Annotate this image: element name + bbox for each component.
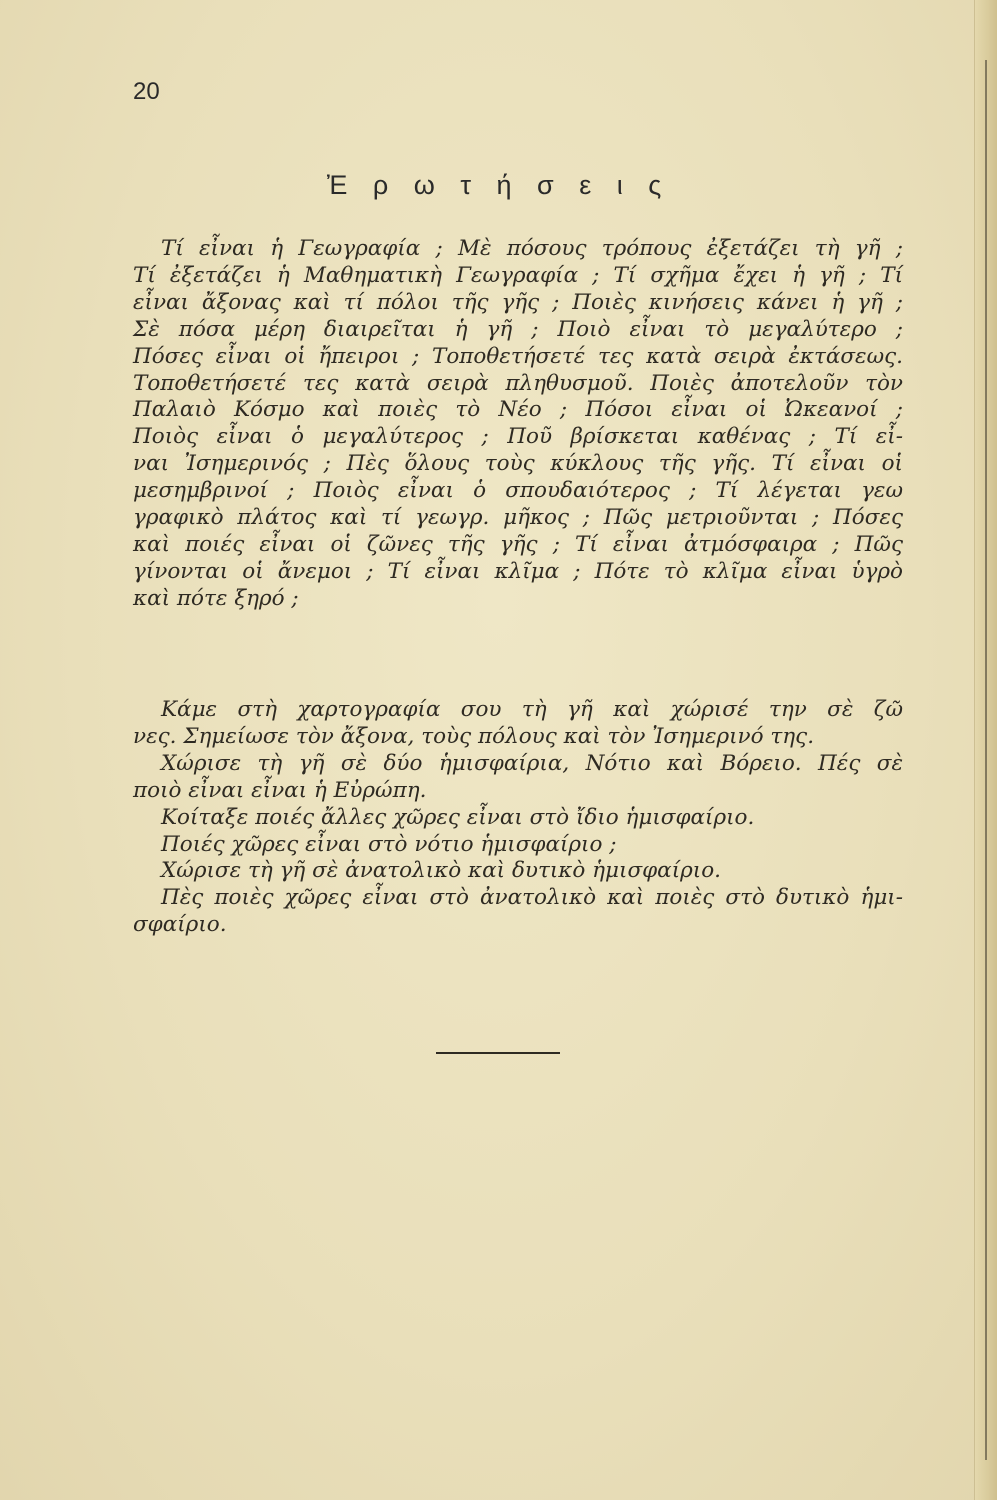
text-line: Ποιὸς εἶναι ὁ μεγαλύτερος ; Ποῦ βρίσκεται καθένας ; Τί εἶ- [133, 424, 903, 450]
text-line: Χώρισε τὴ γῆ σὲ δύο ἡμισφαίρια, Νότιο καὶ Βόρειο. Πές σὲ [161, 750, 903, 776]
text-line: Πὲς ποιὲς χῶρες εἶναι στὸ ἀνατολικὸ καὶ ποιὲς στὸ δυτικὸ ἡμι- [161, 885, 903, 911]
text-line: μεσημβρινοί ; Ποιὸς εἶναι ὁ σπουδαιότερος ; Τί λέγεται γεω [133, 478, 903, 504]
text-line: ποιὸ εἶναι εἶναι ἡ Εὐρώπη. [133, 777, 427, 803]
text-line: γίνονται οἱ ἄνεμοι ; Τί εἶναι κλῖμα ; Πότε τὸ κλῖμα εἶναι ὑγρὸ [133, 558, 903, 584]
text-line: καὶ ποιές εἶναι οἱ ζῶνες τῆς γῆς ; Τί εἶναι ἀτμόσφαιρα ; Πῶς [133, 531, 903, 557]
exercises-block [133, 697, 903, 939]
text-line: Κοίταξε ποιές ἄλλες χῶρες εἶναι στὸ ἴδιο ἡμισφαίριο. [161, 804, 755, 830]
section-heading: Ἐ ρ ω τ ή σ ε ι ς [326, 170, 671, 200]
text-line: σφαίριο. [133, 912, 227, 938]
text-line: Χώρισε τὴ γῆ σὲ ἀνατολικὸ καὶ δυτικὸ ἡμισφαίριο. [161, 858, 721, 884]
section-divider [436, 1052, 560, 1054]
text-line: Πόσες εἶναι οἱ ἤπειροι ; Τοποθετήσετέ τες κατὰ σειρὰ ἐκτάσεως. [133, 343, 903, 369]
questions-paragraph [133, 236, 903, 613]
text-line: Παλαιὸ Κόσμο καὶ ποιὲς τὸ Νέο ; Πόσοι εἶναι οἱ Ὠκεανοί ; [133, 397, 903, 423]
text-line: εἶναι ἄξονας καὶ τί πόλοι τῆς γῆς ; Ποιὲς κινήσεις κάνει ἡ γῆ ; [133, 289, 903, 315]
text-line: γραφικὸ πλάτος καὶ τί γεωγρ. μῆκος ; Πῶς μετριοῦνται ; Πόσες [133, 505, 903, 531]
text-line: νες. Σημείωσε τὸν ἄξονα, τοὺς πόλους καὶ τὸν Ἰσημερινό της. [133, 723, 815, 749]
text-line: ναι Ἰσημερινός ; Πὲς ὅλους τοὺς κύκλους τῆς γῆς. Τί εἶναι οἱ [133, 451, 903, 477]
text-line: Κάμε στὴ χαρτογραφία σου τὴ γῆ καὶ χώρισέ την σὲ ζῶ [161, 697, 903, 722]
text-line: Τοποθετήσετέ τες κατὰ σειρὰ πληθυσμοῦ. Ποιὲς ἀποτελοῦν τὸν [133, 370, 903, 396]
page-number: 20 [133, 78, 160, 105]
text-line: Σὲ πόσα μέρη διαιρεῖται ἡ γῆ ; Ποιὸ εἶναι τὸ μεγαλύτερο ; [133, 316, 903, 342]
text-line: Ποιές χῶρες εἶναι στὸ νότιο ἡμισφαίριο ; [161, 831, 617, 857]
page-edge [974, 0, 997, 1500]
text-line: Τί εἶναι ἡ Γεωγραφία ; Μὲ πόσους τρόπους ἐξετάζει τὴ γῆ ; [161, 236, 903, 261]
binding-line [985, 60, 987, 1460]
text-line: Τί ἐξετάζει ἡ Μαθηματικὴ Γεωγραφία ; Τί σχῆμα ἔχει ἡ γῆ ; Τί [133, 262, 903, 288]
text-line: καὶ πότε ξηρό ; [133, 585, 299, 611]
